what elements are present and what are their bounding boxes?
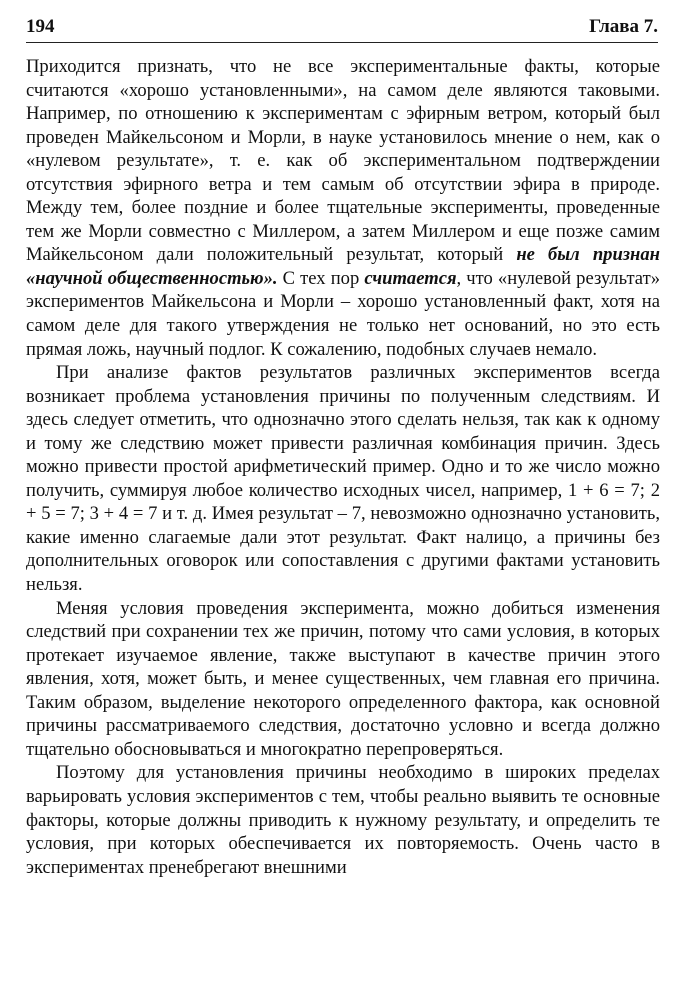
paragraph-1 bbox=[26, 55, 660, 361]
paragraph-1-text-b: С тех пор bbox=[277, 267, 365, 289]
page-number: 194 bbox=[26, 16, 55, 37]
paragraph-4: Поэтому для установления причины необходимо в широких пределах варьировать условия экспериментов с тем, чтобы реально выявить те основные факторы, которые должны приводить к нужному результату, и определить те условия, при которых обеспечивается их повторяемость. Очень часто в экспериментах пренебрегают внешними bbox=[26, 762, 660, 878]
page-body bbox=[26, 55, 660, 879]
header-rule bbox=[26, 42, 658, 43]
paragraph-2: При анализе фактов результатов различных экспериментов всегда возникает проблема установления причины по полученным следствиям. И здесь следует отметить, что однозначно этого сделать нельзя, так как к одному и тому же следствию может привести различная комбинация причин. Здесь можно привести простой арифметический пример. Одно и то же число можно получить, суммируя любое количество исходных чисел, например, 1 + 6 = 7; 2 + 5 = 7; 3 + 4 = 7 и т. д. Имея результат – 7, невозможно однозначно установить, какие именно слагаемые дали этот результат. Факт налицо, а причины без дополнительных оговорок или сопоставления с другими фактами установить нельзя. bbox=[26, 362, 660, 596]
paragraph-1-emphasis-b: считается bbox=[364, 267, 457, 289]
chapter-title: Глава 7. bbox=[589, 16, 658, 37]
paragraph-1-emphasis-a: не был признан «научной общественностью». bbox=[26, 244, 660, 289]
page-header bbox=[26, 12, 658, 40]
paragraph-3: Меняя условия проведения эксперимента, можно добиться изменения следствий при сохранении тех же причин, потому что сами условия, в которых протекает изучаемое явление, также выступают в качестве причин этого явления, хотя, может быть, и менее существенных, чем главная его причина. Таким образом, выделение некоторого определенного фактора, как основной причины рассматриваемого следствия, достаточно условно и всегда должно тщательно обосновываться и многократно перепроверяться. bbox=[26, 597, 660, 760]
paragraph-1-text-a: Приходится признать, что не все экспериментальные факты, которые считаются «хорошо установленными», на самом деле являются таковыми. Например, по отношению к экспериментам с эфирным ветром, который был проведен Майкельсоном и Морли, в науке установилось мнение о нем, как о «нулевом результате», т. е. как об экспериментальном подтверждении отсутствия эфирного ветра и тем самым об отсутствии эфира в природе. Между тем, более поздние и более тщательные эксперименты, проведенные тем же Морли совместно с Миллером, а затем Миллером и еще позже самим Майкельсоном дали положительный результат, который bbox=[26, 56, 660, 266]
paragraph-1-text-c: , что «нулевой результат» экспериментов Майкельсона и Морли – хорошо установленный факт, хотя на самом деле для такого утверждения не только нет оснований, но это есть прямая ложь, научный подлог. К сожалению, подобных случаев немало. bbox=[26, 267, 660, 360]
